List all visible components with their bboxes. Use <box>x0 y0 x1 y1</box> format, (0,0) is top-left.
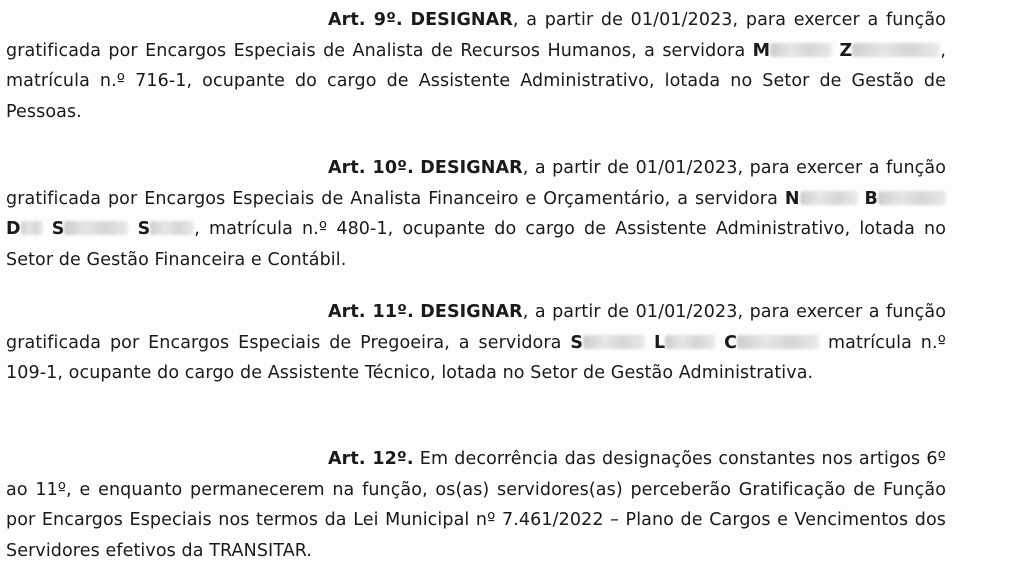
redacted-initial: C <box>724 332 738 353</box>
redacted-initial: Z <box>839 40 853 61</box>
article-10-verb: DESIGNAR <box>420 158 523 178</box>
redacted-name-blur <box>878 191 946 205</box>
redacted-initial: S <box>570 332 584 353</box>
redacted-name-blur <box>21 221 43 235</box>
article-11-verb: DESIGNAR <box>420 302 523 322</box>
article-9-number: Art. 9º. <box>328 10 403 30</box>
article-12-paragraph <box>6 444 946 566</box>
redacted-initial: D <box>6 219 21 239</box>
redacted-initial: L <box>653 332 666 353</box>
redacted-initial: N <box>784 188 800 209</box>
redacted-initial: S <box>137 219 151 239</box>
article-9-verb: DESIGNAR <box>410 10 513 30</box>
redacted-initial: B <box>864 188 878 209</box>
article-9-text-2: , matrícula n.º 716-1, ocupante do cargo de Assistente Administrativo, lotada no Setor de Gestão de Pessoas. <box>6 40 946 122</box>
redacted-name-blur <box>737 335 819 349</box>
article-11-number: Art. 11º. <box>328 302 414 322</box>
redacted-name-blur <box>852 43 940 57</box>
redacted-initial: S <box>51 219 65 239</box>
article-11-text-1: , a partir de 01/01/2023, para exercer a função gratificada por Encargos Especiais de Pregoeira, a servidora <box>6 302 947 353</box>
article-11-paragraph <box>6 297 946 389</box>
article-10-paragraph <box>6 153 946 275</box>
article-10-number: Art. 10º. <box>328 158 414 178</box>
article-12-number: Art. 12º. <box>328 449 414 469</box>
redacted-name-blur <box>64 221 128 235</box>
article-9-paragraph <box>6 5 946 127</box>
article-12-text: Em decorrência das designações constantes nos artigos 6º ao 11º, e enquanto permanecerem na função, os(as) servidores(as) perceberão Gratificação de Função por Encargos Especiais nos termos da Lei Municipal nº 7.461/2022 – Plano de Cargos e Vencimentos dos Servidores efetivos da TRANSITAR. <box>6 449 946 561</box>
redacted-name-blur <box>150 221 194 235</box>
redacted-name-blur <box>800 191 858 205</box>
article-12 <box>6 444 946 566</box>
redacted-initial: M <box>752 40 771 61</box>
article-10-text-2: , matrícula n.º 480-1, ocupante do cargo de Assistente Administrativo, lotada no Setor de Gestão Financeira e Contábil. <box>6 219 947 270</box>
article-9 <box>6 5 946 127</box>
redacted-name-blur <box>770 43 832 57</box>
redacted-name-blur <box>583 335 645 349</box>
redacted-name-blur <box>665 335 715 349</box>
article-9-text-1: , a partir de 01/01/2023, para exercer a função gratificada por Encargos Especiais de Analista de Recursos Humanos, a servidora <box>6 10 946 61</box>
article-10 <box>6 153 946 275</box>
article-11-text-2: matrícula n.º 109-1, ocupante do cargo de Assistente Técnico, lotada no Setor de Gestão Administrativa. <box>6 332 946 383</box>
article-11 <box>6 297 946 389</box>
article-10-text-1: , a partir de 01/01/2023, para exercer a função gratificada por Encargos Especiais de Analista Financeiro e Orçamentário, a servidora <box>6 158 947 209</box>
